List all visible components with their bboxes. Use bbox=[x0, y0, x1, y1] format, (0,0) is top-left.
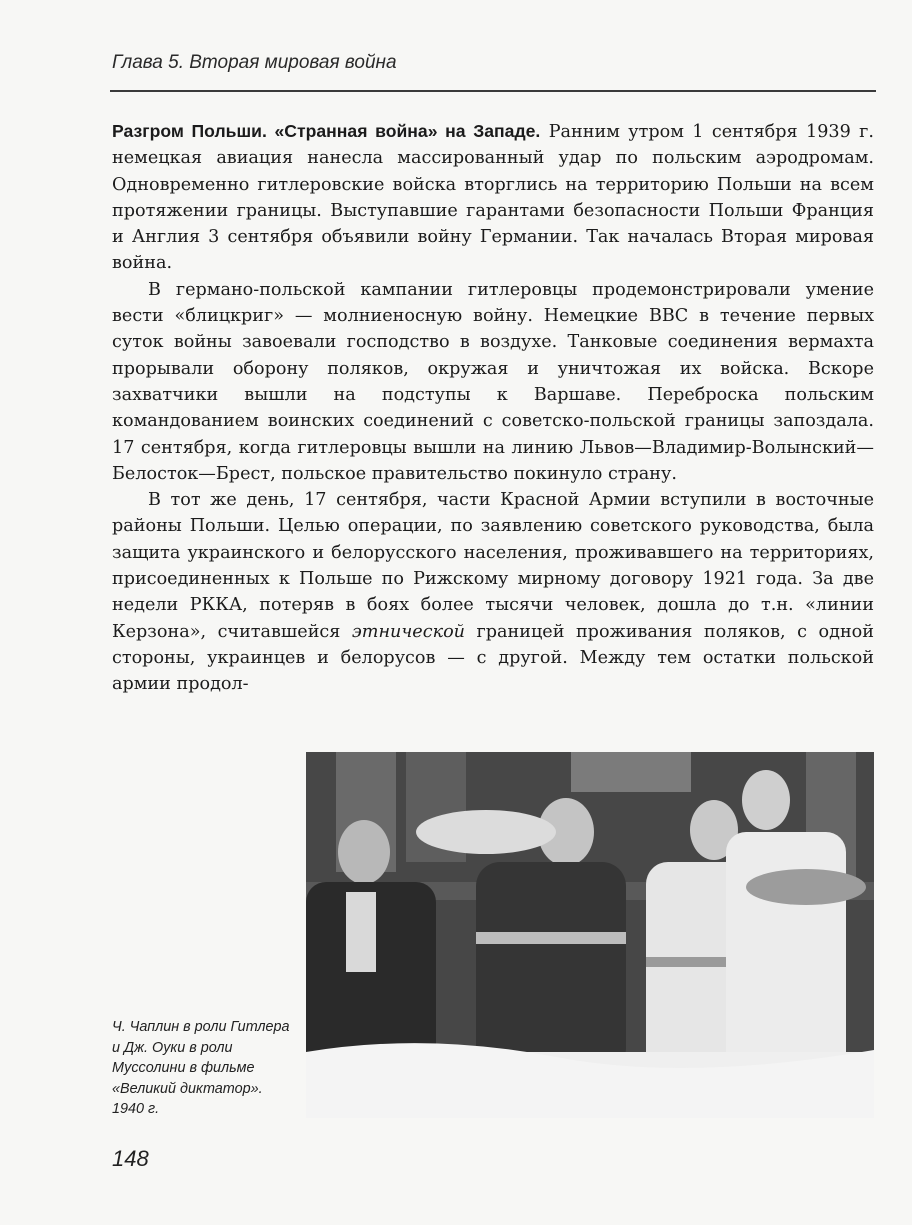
paragraph-text: Ранним утром 1 сентября 1939 г. немецкая авиация нанесла массированный удар по польским аэродромам. Одновременно гитлеровские войска вторглись на территорию Польши на всем протяжении границы. Выступавшие гарантами безопасности Польши Франция и Англия 3 сентября объявили войну Германии. Так началась Вторая мировая война. bbox=[112, 122, 874, 274]
body-text bbox=[112, 118, 874, 698]
section-heading: Разгром Польши. «Странная война» на Западе. bbox=[112, 121, 541, 141]
photo-caption: Ч. Чаплин в роли Гитлера и Дж. Оуки в роли Муссолини в фильме «Великий диктатор». 1940 г. bbox=[112, 1019, 290, 1117]
paragraph-text: границей проживания поляков, с одной стороны, украинцев и белорусов — с другой. Между тем остатки польской армии продол- bbox=[112, 621, 874, 695]
chapter-title: Глава 5. Вторая мировая война bbox=[112, 52, 397, 73]
paragraph-text: В германо-польской кампании гитлеровцы продемонстрировали умение вести «блицкриг» — молниеносную войну. Немецкие ВВС в течение первых суток войны завоевали господство в воздухе. Танковые соединения вермахта прорывали оборону поляков, окружая и уничтожая их войска. Вскоре захватчики вышли на подступы к Варшаве. Переброска польским командованием воинских соединений с советско-польской границы запоздала. 17 сентября, когда гитлеровцы вышли на линию Львов—Владимир-Волынский—Белосток—Брест, польское правительство покинуло страну. bbox=[112, 279, 874, 484]
paragraph bbox=[112, 118, 874, 277]
paragraph-text: В тот же день, 17 сентября, части Красной Армии вступили в восточные районы Польши. Целью операции, по заявлению советского руководства, была защита украинского и белорусского населения, проживавшего на территориях, присоединенных к Польше по Рижскому мирному договору 1921 года. За две недели РККА, потеряв в боях более тысячи человек, дошла до т.н. «линии Керзона», считавшейся bbox=[112, 490, 874, 642]
photo-illustration bbox=[306, 752, 874, 1118]
paragraph bbox=[112, 277, 874, 487]
paragraph bbox=[112, 487, 874, 697]
emphasized-term: этнической bbox=[351, 621, 466, 642]
film-still-photo bbox=[306, 752, 874, 1118]
page-number: 148 bbox=[112, 1146, 149, 1171]
header-divider bbox=[110, 90, 876, 92]
